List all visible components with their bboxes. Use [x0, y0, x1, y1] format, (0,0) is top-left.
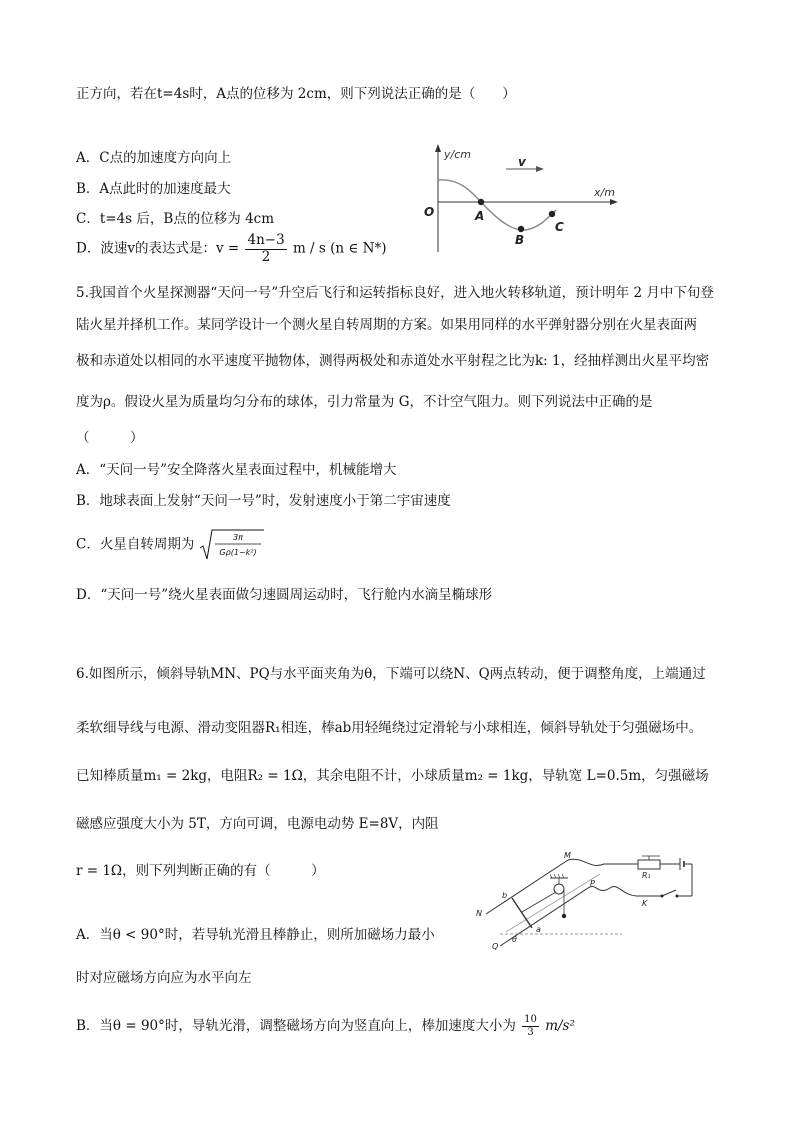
q4-option-b: B．A点此时的加速度最大	[76, 181, 231, 197]
q6-option-b-fraction	[522, 1015, 539, 1038]
q6-label-p: P	[590, 879, 595, 888]
q4-option-c: C．t=4s 后，B点的位移为 4cm	[76, 211, 275, 227]
q5-option-d: D．“天问一号”绕火星表面做匀速圆周运动时，飞行舱内水滴呈椭球形	[76, 587, 493, 603]
q4-point-c-label: C	[555, 220, 564, 234]
q4-stem: 正方向，若在t=4s时，A点的位移为 2cm，则下列说法正确的是（ ）	[76, 86, 516, 102]
q4-option-d-fraction	[245, 234, 286, 264]
q6-label-theta: θ	[512, 935, 517, 944]
q6-label-q: Q	[492, 942, 499, 951]
q4-origin-label: O	[424, 205, 435, 219]
q6-option-a-line-2: 时对应磁场方向应为水平向左	[76, 970, 252, 986]
q6-line-4: 磁感应强度大小为 5T，方向可调，电源电动势 E=8V，内阻	[76, 816, 439, 832]
q4-option-d	[76, 234, 387, 264]
q4-option-d-numerator: 4n−3	[247, 232, 285, 248]
q6-label-m: M	[564, 852, 571, 860]
q5-line-2: 陆火星并择机工作。某同学设计一个测火星自转周期的方案。如果用同样的水平弹射器分别在火星表面两	[76, 317, 697, 333]
q6-label-n: N	[476, 909, 482, 918]
q6-option-b-unit: m/s²	[545, 1018, 575, 1034]
q4-option-d-suffix: m / s (n ∈ N*)	[292, 240, 387, 257]
q5-answer-paren: （ ）	[76, 430, 144, 446]
q6-option-a-line-1: A．当θ < 90°时，若导轨光滑且棒静止，则所加磁场力最小	[76, 927, 435, 943]
q5-sqrt-symbol	[199, 528, 265, 562]
q5-line-3: 极和赤道处以相同的水平速度平抛物体，测得两极处和赤道处水平射程之比为k: 1，经抽样测出火星平均密	[76, 353, 710, 369]
q5-option-a: A．“天问一号”安全降落火星表面过程中，机械能增大	[76, 462, 397, 478]
q4-option-d-denominator: 2	[261, 248, 271, 265]
q6-option-b-denominator: 3	[527, 1027, 534, 1038]
q5-option-c-sqrt	[199, 528, 265, 562]
q6-line-2: 柔软细导线与电源、滑动变阻器R₁相连，棒ab用轻绳绕过定滑轮与小球相连，倾斜导轨处于匀强磁场中。	[76, 720, 703, 736]
q5-option-b: B．地球表面上发射“天问一号”时，发射速度小于第二宇宙速度	[76, 493, 451, 509]
q5-option-c	[76, 528, 265, 562]
q4-wave-figure	[418, 140, 628, 255]
q5-line-4: 度为ρ。假设火星为质量均匀分布的球体，引力常量为 G，不计空气阻力。则下列说法中正确的是	[76, 394, 653, 410]
q5-option-c-denominator: Gρ(1−k²)	[219, 548, 257, 557]
q4-velocity-label: v	[518, 155, 526, 169]
q6-option-b	[76, 1014, 575, 1038]
q4-point-b-label: B	[515, 233, 525, 247]
q6-line-5: r = 1Ω，则下列判断正确的有（ ）	[76, 863, 325, 879]
q4-point-a-label: A	[475, 209, 485, 223]
q4-y-axis-label: y/cm	[444, 148, 471, 161]
q6-label-a: a	[536, 925, 541, 934]
q6-line-3: 已知棒质量m₁ = 2kg，电阻R₂ = 1Ω，其余电阻不计，小球质量m₂ = 1kg，导轨宽 L=0.5m，匀强磁场	[76, 768, 709, 784]
q5-line-1: 5.我国首个火星探测器“天问一号”升空后飞行和运转指标良好，进入地火转移轨道，预计明年 2 月中下旬登	[76, 285, 714, 301]
q4-option-a: A．C点的加速度方向向上	[76, 150, 232, 166]
q6-label-b: b	[502, 891, 508, 900]
q5-option-c-numerator: 3π	[232, 533, 243, 542]
q6-option-b-prefix: B．当θ = 90°时，导轨光滑，调整磁场方向为竖直向上，棒加速度大小为	[76, 1018, 516, 1034]
q6-line-1: 6.如图所示，倾斜导轨MN、PQ与水平面夹角为θ，下端可以绕N、Q两点转动，便于调整角度，上端通过	[76, 666, 706, 682]
q4-x-axis-label: x/m	[594, 186, 615, 199]
q4-option-d-prefix: D．波速v的表达式是：v =	[76, 240, 244, 257]
q6-label-k: K	[642, 899, 648, 908]
q6-option-b-numerator: 10	[524, 1014, 537, 1025]
q6-label-r1: R₁	[642, 871, 651, 880]
q5-option-c-prefix: C．火星自转周期为	[76, 536, 195, 553]
q6-rail-figure	[466, 852, 706, 952]
